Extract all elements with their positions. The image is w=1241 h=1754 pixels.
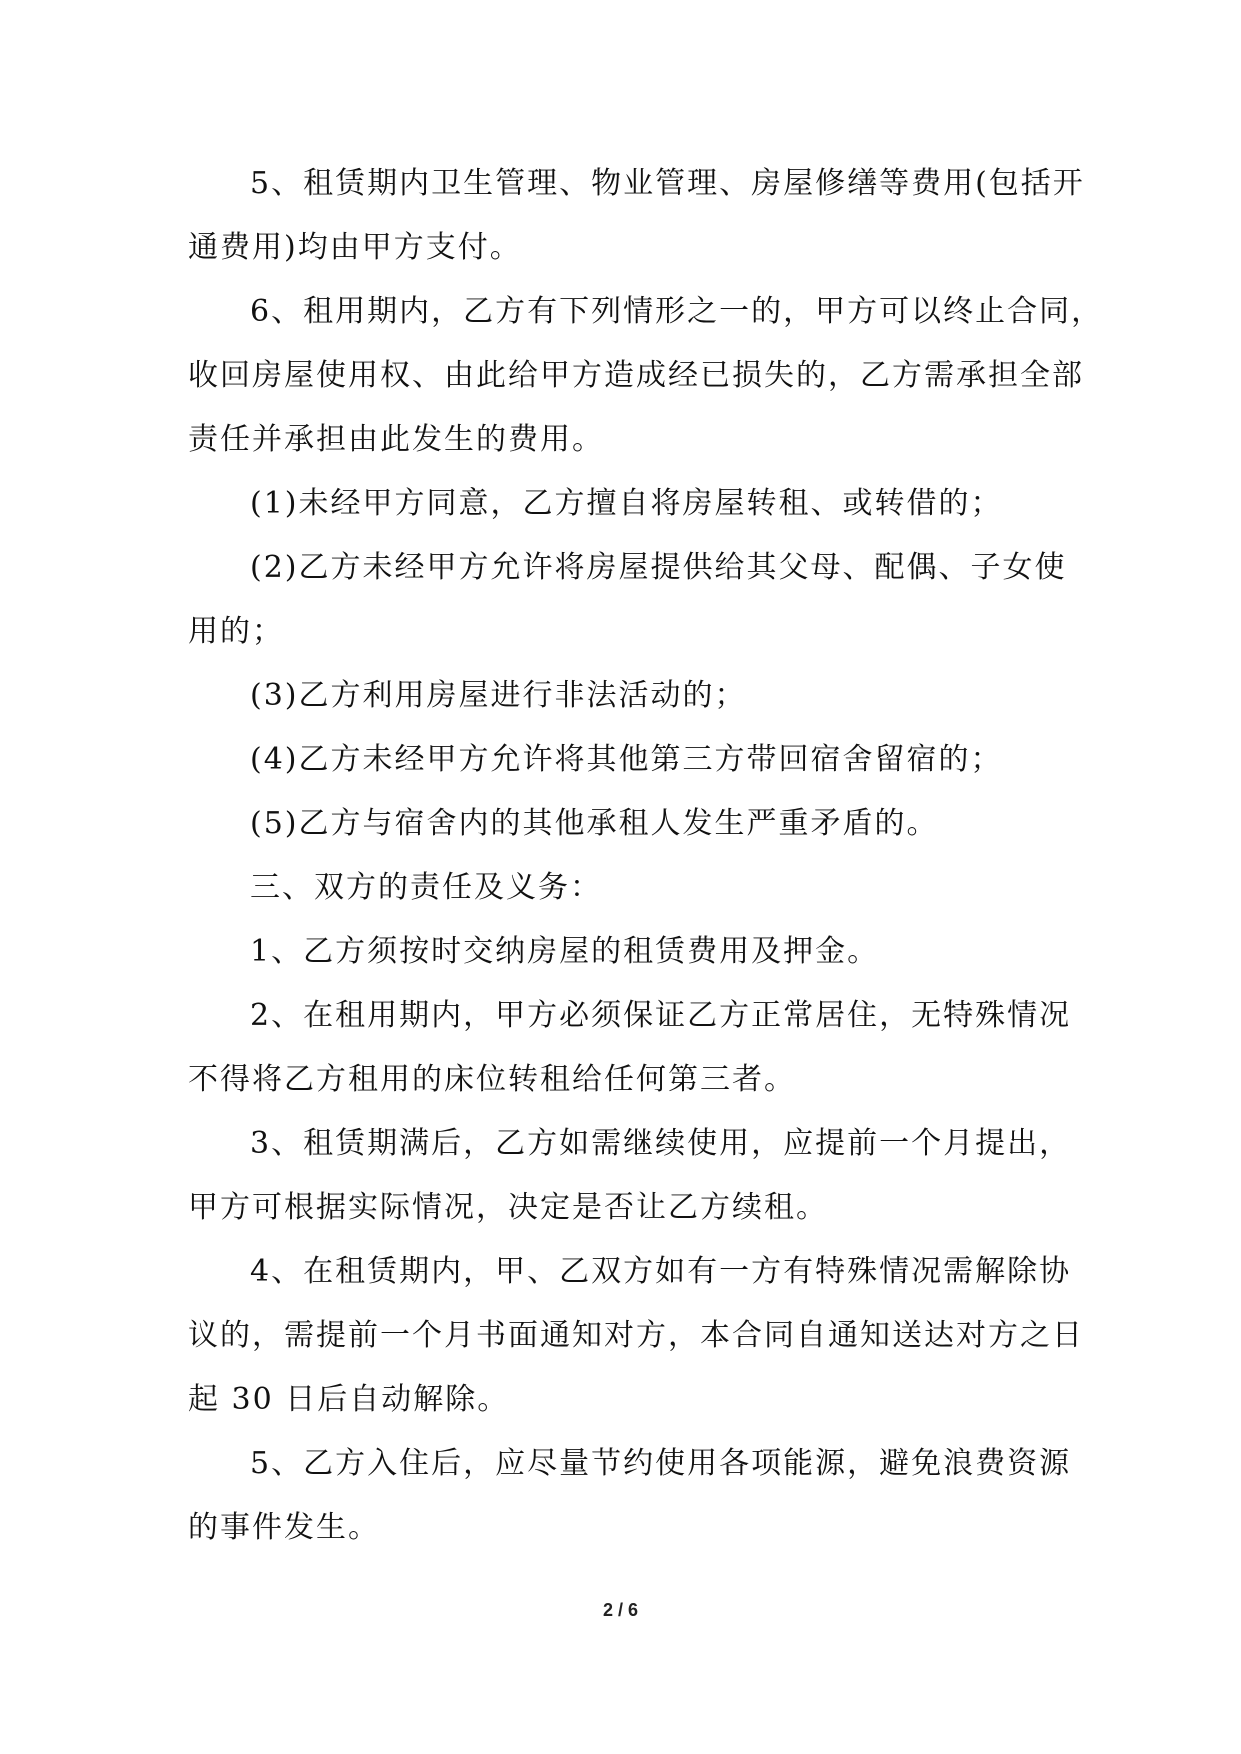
text-line: 5、乙方入住后，应尽量节约使用各项能源，避免浪费资源 xyxy=(250,1446,1072,1481)
document-body xyxy=(188,152,1104,1560)
text-line: 6、租用期内，乙方有下列情形之一的，甲方可以终止合同， xyxy=(250,294,1104,329)
paragraph-duty-3 xyxy=(188,1112,1072,1240)
list-item-5 xyxy=(188,792,1058,856)
list-item-2 xyxy=(188,536,1067,664)
paragraph-duty-2 xyxy=(188,984,1072,1112)
paragraph-duty-1 xyxy=(188,920,1058,984)
text-line: 5、租赁期内卫生管理、物业管理、房屋修缮等费用(包括开 xyxy=(250,166,1085,201)
text-line: 议的，需提前一个月书面通知对方，本合同自通知送达对方之日 xyxy=(188,1318,1084,1353)
text-line: 通费用)均由甲方支付。 xyxy=(188,230,522,265)
text-line: 三、双方的责任及义务： xyxy=(250,870,602,905)
text-line: 用的； xyxy=(188,614,284,649)
list-item-3 xyxy=(188,664,1058,728)
list-item-1 xyxy=(188,472,1058,536)
paragraph-5-fees xyxy=(188,152,1085,280)
list-item-4 xyxy=(188,728,1058,792)
page-number: 2 / 6 xyxy=(602,1600,639,1620)
text-line: 甲方可根据实际情况，决定是否让乙方续租。 xyxy=(188,1190,828,1225)
text-line: 1、乙方须按时交纳房屋的租赁费用及押金。 xyxy=(250,934,880,969)
text-line: (4)乙方未经甲方允许将其他第三方带回宿舍留宿的； xyxy=(250,742,1003,777)
text-line: (3)乙方利用房屋进行非法活动的； xyxy=(250,678,747,713)
paragraph-6-termination xyxy=(188,280,1104,472)
text-line: 2、在租用期内，甲方必须保证乙方正常居住，无特殊情况 xyxy=(250,998,1072,1033)
text-line: 收回房屋使用权、由此给甲方造成经已损失的，乙方需承担全部 xyxy=(188,358,1084,393)
section-heading-3 xyxy=(188,856,1058,920)
text-line: 责任并承担由此发生的费用。 xyxy=(188,422,604,457)
text-line: 3、租赁期满后，乙方如需继续使用，应提前一个月提出， xyxy=(250,1126,1072,1161)
text-line: 起 30 日后自动解除。 xyxy=(188,1382,510,1417)
paragraph-duty-5 xyxy=(188,1432,1072,1560)
paragraph-duty-4 xyxy=(188,1240,1084,1432)
text-line: 4、在租赁期内，甲、乙双方如有一方有特殊情况需解除协 xyxy=(250,1254,1072,1289)
text-line: (2)乙方未经甲方允许将房屋提供给其父母、配偶、子女使 xyxy=(250,550,1067,585)
text-line: (1)未经甲方同意，乙方擅自将房屋转租、或转借的； xyxy=(250,486,1003,521)
text-line: 不得将乙方租用的床位转租给任何第三者。 xyxy=(188,1062,796,1097)
text-line: 的事件发生。 xyxy=(188,1510,380,1545)
text-line: (5)乙方与宿舍内的其他承租人发生严重矛盾的。 xyxy=(250,806,939,841)
